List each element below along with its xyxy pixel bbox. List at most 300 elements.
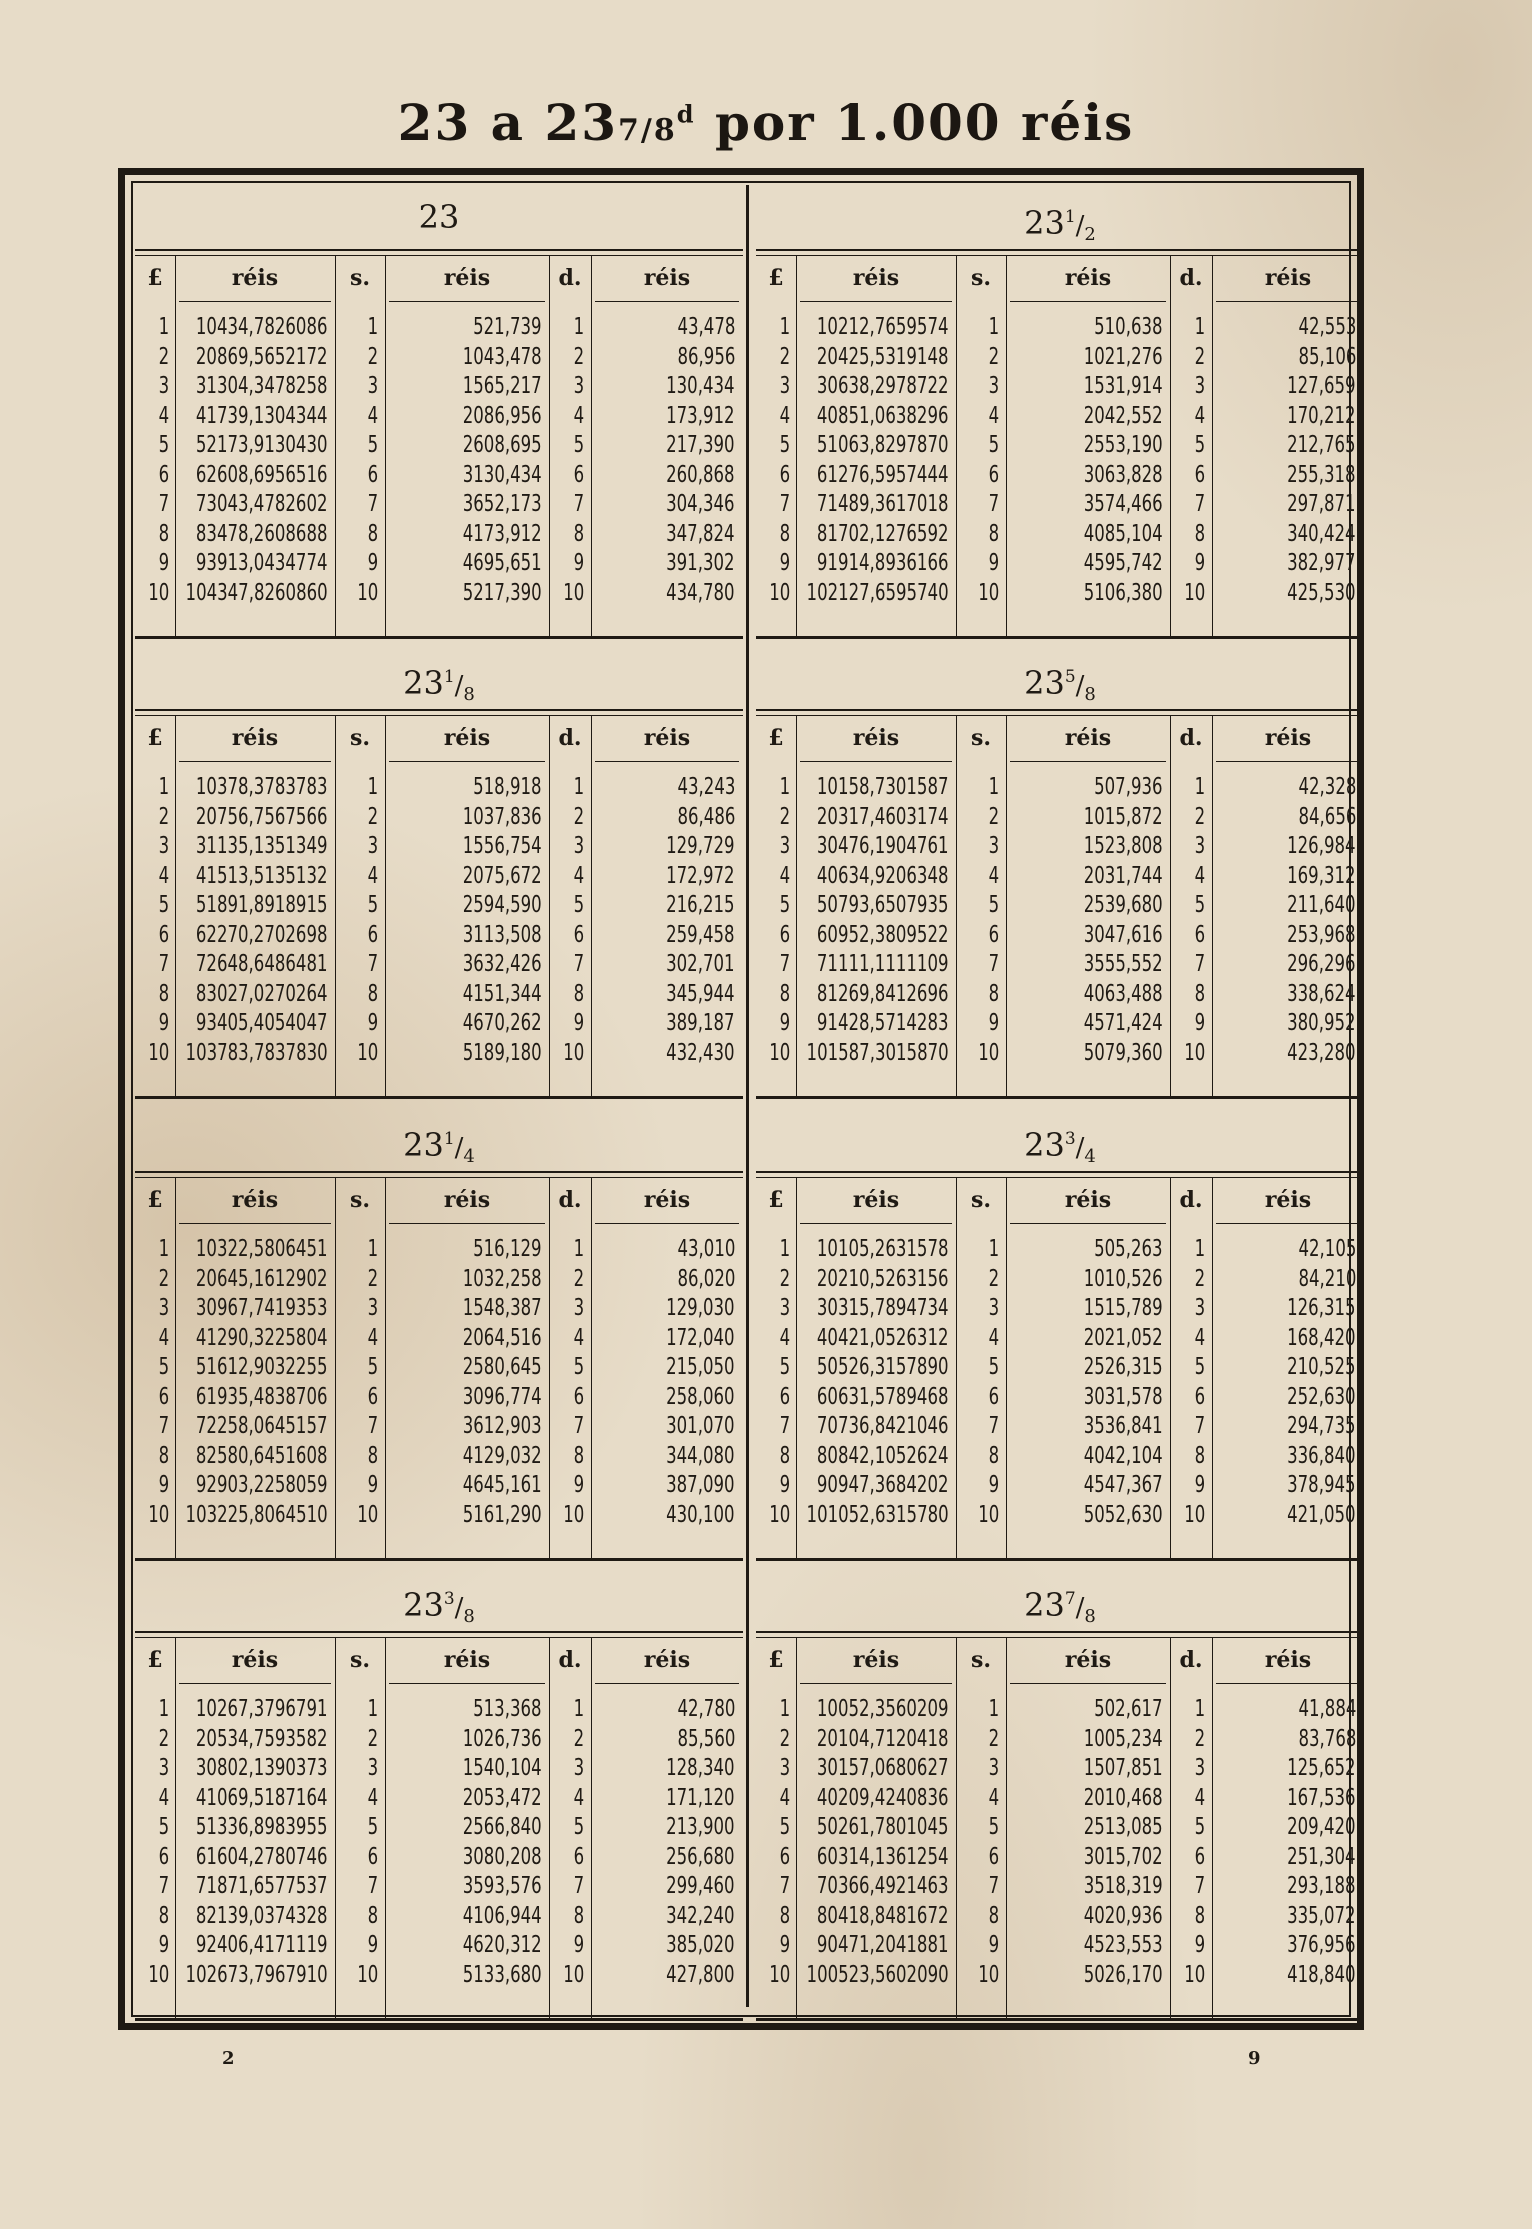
pence-col: 8 [1194, 980, 1205, 1007]
column-header: £ [147, 1647, 163, 1673]
pence-reis-col: 83,768 [1298, 1725, 1356, 1752]
pence-col: 6 [573, 1383, 584, 1410]
shilling-col: 1 [988, 314, 999, 340]
column-header: s. [970, 725, 992, 751]
pence-reis-col: 430,100 [666, 1501, 735, 1528]
column-headers [135, 1637, 743, 1682]
pence-reis-col: 258,060 [666, 1383, 735, 1410]
shilling-col: 6 [988, 1383, 999, 1410]
pence-reis-col: 43,478 [677, 314, 735, 340]
block-bottom-rule [135, 1096, 743, 1099]
pound-col: 1 [779, 774, 790, 800]
shilling-reis-col: 2021,052 [1084, 1324, 1163, 1351]
shilling-reis-col: 5217,390 [463, 579, 542, 606]
shilling-col: 5 [988, 892, 999, 918]
shilling-col: 1 [367, 774, 378, 800]
block-bottom-rule [135, 636, 743, 639]
table-row [135, 1471, 743, 1501]
column-header: d. [558, 725, 582, 751]
shilling-col: 5 [988, 432, 999, 458]
pence-col: 6 [1194, 1383, 1205, 1410]
shilling-col: 9 [367, 1010, 378, 1036]
table-row [756, 1501, 1364, 1531]
pence-reis-col: 378,945 [1287, 1472, 1356, 1498]
pound-reis-col: 60631,5789468 [817, 1383, 949, 1410]
table-row [135, 980, 743, 1010]
header-underline [595, 1223, 739, 1224]
pence-col: 9 [1194, 1472, 1205, 1498]
pound-reis-col: 91914,8936166 [817, 550, 949, 576]
pound-reis-col: 50526,3157890 [817, 1354, 949, 1380]
column-headers [135, 1177, 743, 1222]
table-body [756, 773, 1364, 1068]
shilling-reis-col: 3063,828 [1084, 461, 1163, 488]
header-underline [389, 301, 545, 302]
table-row [135, 1784, 743, 1814]
pence-col: 4 [573, 862, 584, 889]
shilling-reis-col: 2010,468 [1084, 1784, 1163, 1811]
pence-col: 6 [573, 1843, 584, 1870]
shilling-reis-col: 4645,161 [463, 1472, 542, 1498]
column-headers [756, 255, 1364, 300]
shilling-col: 10 [356, 1961, 378, 1988]
pound-col: 6 [779, 461, 790, 488]
column-header: s. [349, 1187, 371, 1213]
pence-reis-col: 212,765 [1287, 432, 1356, 458]
pound-reis-col: 30638,2978722 [817, 373, 949, 399]
pound-reis-col: 60314,1361254 [817, 1843, 949, 1870]
shilling-reis-col: 1043,478 [463, 343, 542, 370]
shilling-col: 3 [988, 1295, 999, 1321]
shilling-col: 4 [367, 1784, 378, 1811]
table-row [135, 1813, 743, 1843]
column-header: réis [231, 1647, 279, 1673]
pound-reis-col: 20645,1612902 [196, 1265, 328, 1292]
shilling-col: 1 [988, 774, 999, 800]
shilling-col: 5 [988, 1354, 999, 1380]
shilling-reis-col: 3574,466 [1084, 491, 1163, 517]
shilling-reis-col: 4523,553 [1084, 1932, 1163, 1958]
shilling-col: 1 [988, 1236, 999, 1262]
column-header: s. [349, 265, 371, 291]
column-header: réis [852, 1187, 900, 1213]
pence-reis-col: 213,900 [666, 1814, 735, 1840]
shilling-reis-col: 1021,276 [1084, 343, 1163, 370]
shilling-reis-col: 1037,836 [463, 803, 542, 830]
page-number: 9 [1248, 2048, 1261, 2069]
pound-col: 6 [158, 921, 169, 948]
pound-col: 3 [158, 373, 169, 399]
shilling-col: 3 [988, 373, 999, 399]
column-header: réis [231, 725, 279, 751]
pound-reis-col: 104347,8260860 [185, 579, 328, 606]
table-row [756, 1931, 1364, 1961]
pound-reis-col: 10158,7301587 [817, 774, 949, 800]
pound-col: 8 [779, 1902, 790, 1929]
shilling-reis-col: 4042,104 [1084, 1442, 1163, 1469]
table-row [135, 343, 743, 373]
shilling-reis-col: 5133,680 [463, 1961, 542, 1988]
pound-reis-col: 71111,1111109 [817, 951, 949, 977]
table-row [756, 372, 1364, 402]
table-block [135, 1567, 743, 2027]
block-rate-header [756, 185, 1364, 251]
table-row [135, 1383, 743, 1413]
column-header: £ [768, 1647, 784, 1673]
pence-reis-col: 425,530 [1287, 579, 1356, 606]
pence-col: 7 [573, 951, 584, 977]
pence-col: 3 [1194, 833, 1205, 859]
shilling-col: 7 [367, 1873, 378, 1899]
table-row [756, 1471, 1364, 1501]
shilling-reis-col: 2608,695 [463, 432, 542, 458]
pence-col: 6 [1194, 461, 1205, 488]
pence-reis-col: 127,659 [1287, 373, 1356, 399]
shilling-col: 8 [988, 980, 999, 1007]
pound-col: 3 [779, 1755, 790, 1781]
rate-fraction-numerator: 1 [1064, 207, 1076, 227]
pence-reis-col: 301,070 [666, 1413, 735, 1439]
shilling-reis-col: 3047,616 [1084, 921, 1163, 948]
pence-reis-col: 43,243 [677, 774, 735, 800]
shilling-col: 3 [367, 373, 378, 399]
pound-reis-col: 70366,4921463 [817, 1873, 949, 1899]
rate-fraction-denominator: 4 [1084, 1146, 1096, 1167]
pound-reis-col: 40851,0638296 [817, 402, 949, 429]
column-header: réis [443, 265, 491, 291]
shilling-col: 6 [367, 461, 378, 488]
pence-col: 1 [573, 314, 584, 340]
pence-reis-col: 421,050 [1287, 1501, 1356, 1528]
shilling-col: 5 [367, 432, 378, 458]
pence-reis-col: 387,090 [666, 1472, 735, 1498]
pound-reis-col: 30476,1904761 [817, 833, 949, 859]
pound-reis-col: 10105,2631578 [817, 1236, 949, 1262]
pound-col: 2 [779, 1265, 790, 1292]
pence-col: 7 [573, 1873, 584, 1899]
table-row [756, 1235, 1364, 1265]
shilling-col: 10 [977, 1039, 999, 1066]
shilling-col: 3 [988, 833, 999, 859]
shilling-col: 4 [988, 862, 999, 889]
column-header: s. [970, 1187, 992, 1213]
pound-reis-col: 62270,2702698 [196, 921, 328, 948]
pence-reis-col: 255,318 [1287, 461, 1356, 488]
pence-reis-col: 304,346 [666, 491, 735, 517]
pence-reis-col: 85,560 [677, 1725, 735, 1752]
shilling-reis-col: 4063,488 [1084, 980, 1163, 1007]
pence-reis-col: 41,884 [1298, 1696, 1356, 1722]
pence-col: 10 [1183, 579, 1205, 606]
shilling-col: 4 [367, 402, 378, 429]
shilling-reis-col: 4129,032 [463, 1442, 542, 1469]
shilling-reis-col: 1005,234 [1084, 1725, 1163, 1752]
pence-reis-col: 86,956 [677, 343, 735, 370]
column-headers [756, 1177, 1364, 1222]
rate-fraction-numerator: 3 [1064, 1129, 1076, 1149]
pence-col: 9 [573, 1010, 584, 1036]
shilling-col: 7 [988, 951, 999, 977]
pound-col: 1 [158, 774, 169, 800]
table-row [756, 1324, 1364, 1354]
shilling-reis-col: 502,617 [1094, 1696, 1163, 1722]
shilling-col: 3 [367, 1295, 378, 1321]
pence-reis-col: 130,434 [666, 373, 735, 399]
shilling-reis-col: 1032,258 [463, 1265, 542, 1292]
pound-reis-col: 90471,2041881 [817, 1932, 949, 1958]
table-row [135, 1294, 743, 1324]
shilling-col: 2 [367, 1265, 378, 1292]
table-row [756, 1725, 1364, 1755]
pence-reis-col: 391,302 [666, 550, 735, 576]
pound-reis-col: 20317,4603174 [817, 803, 949, 830]
pound-col: 2 [779, 343, 790, 370]
shilling-col: 4 [988, 1784, 999, 1811]
block-rate-header [135, 185, 743, 251]
shilling-reis-col: 3096,774 [463, 1383, 542, 1410]
column-header: d. [1179, 725, 1203, 751]
pound-col: 1 [158, 314, 169, 340]
pound-col: 9 [158, 1010, 169, 1036]
shilling-col: 7 [367, 1413, 378, 1439]
pence-col: 8 [1194, 520, 1205, 547]
shilling-reis-col: 4595,742 [1084, 550, 1163, 576]
pence-reis-col: 338,624 [1287, 980, 1356, 1007]
pence-col: 9 [573, 550, 584, 576]
table-row [756, 921, 1364, 951]
shilling-col: 2 [988, 1725, 999, 1752]
shilling-col: 10 [356, 1039, 378, 1066]
pound-col: 9 [158, 550, 169, 576]
table-row [756, 1784, 1364, 1814]
pound-reis-col: 81702,1276592 [817, 520, 949, 547]
shilling-col: 6 [988, 461, 999, 488]
pound-col: 8 [158, 1902, 169, 1929]
table-row [756, 980, 1364, 1010]
shilling-reis-col: 5026,170 [1084, 1961, 1163, 1988]
rate-fraction-denominator: 8 [1084, 684, 1096, 705]
shilling-reis-col: 2594,590 [463, 892, 542, 918]
pence-col: 5 [1194, 1354, 1205, 1380]
rate-fraction-denominator: 8 [1084, 1606, 1096, 1627]
column-header: d. [558, 265, 582, 291]
shilling-reis-col: 5161,290 [463, 1501, 542, 1528]
column-header: £ [147, 725, 163, 751]
shilling-col: 7 [367, 951, 378, 977]
pence-reis-col: 169,312 [1287, 862, 1356, 889]
fraction-slash: / [1075, 211, 1085, 241]
pound-reis-col: 30315,7894734 [817, 1295, 949, 1321]
pound-reis-col: 51336,8983955 [196, 1814, 328, 1840]
header-underline [595, 761, 739, 762]
pound-reis-col: 81269,8412696 [817, 980, 949, 1007]
pound-col: 4 [779, 862, 790, 889]
pound-reis-col: 60952,3809522 [817, 921, 949, 948]
table-row [135, 1902, 743, 1932]
pence-reis-col: 43,010 [677, 1236, 735, 1262]
pence-col: 2 [1194, 343, 1205, 370]
column-header: d. [1179, 1647, 1203, 1673]
pound-reis-col: 10267,3796791 [196, 1696, 328, 1722]
pence-reis-col: 335,072 [1287, 1902, 1356, 1929]
column-header: s. [970, 265, 992, 291]
pence-col: 3 [1194, 373, 1205, 399]
pound-col: 7 [158, 1873, 169, 1899]
pence-reis-col: 210,525 [1287, 1354, 1356, 1380]
pound-reis-col: 40634,9206348 [817, 862, 949, 889]
table-body [135, 773, 743, 1068]
shilling-reis-col: 4173,912 [463, 520, 542, 547]
pence-reis-col: 42,105 [1298, 1236, 1356, 1262]
shilling-col: 9 [988, 1010, 999, 1036]
table-row [756, 431, 1364, 461]
rate-fraction-denominator: 8 [463, 684, 475, 705]
pence-reis-col: 129,030 [666, 1295, 735, 1321]
column-headers [135, 715, 743, 760]
shilling-reis-col: 1026,736 [463, 1725, 542, 1752]
pence-reis-col: 344,080 [666, 1442, 735, 1469]
pence-reis-col: 296,296 [1287, 951, 1356, 977]
pound-reis-col: 20534,7593582 [196, 1725, 328, 1752]
pound-col: 10 [147, 1961, 169, 1988]
pound-reis-col: 41290,3225804 [196, 1324, 328, 1351]
table-row [135, 402, 743, 432]
shilling-col: 6 [367, 1843, 378, 1870]
pound-reis-col: 91428,5714283 [817, 1010, 949, 1036]
pence-col: 3 [1194, 1755, 1205, 1781]
shilling-col: 2 [367, 1725, 378, 1752]
title-superscript: d [676, 99, 696, 129]
table-row [756, 1265, 1364, 1295]
shilling-reis-col: 510,638 [1094, 314, 1163, 340]
pound-reis-col: 70736,8421046 [817, 1413, 949, 1439]
column-header: réis [643, 265, 691, 291]
shilling-reis-col: 4106,944 [463, 1902, 542, 1929]
table-row [756, 832, 1364, 862]
shilling-reis-col: 2539,680 [1084, 892, 1163, 918]
table-row [756, 520, 1364, 550]
shilling-col: 6 [367, 921, 378, 948]
shilling-reis-col: 2031,744 [1084, 862, 1163, 889]
table-row [135, 1039, 743, 1069]
pound-reis-col: 93913,0434774 [196, 550, 328, 576]
table-row [135, 579, 743, 609]
pence-col: 2 [573, 1265, 584, 1292]
pound-reis-col: 30802,1390373 [196, 1755, 328, 1781]
table-block [135, 185, 743, 645]
pence-col: 10 [562, 1961, 584, 1988]
pound-col: 2 [779, 1725, 790, 1752]
pence-reis-col: 297,871 [1287, 491, 1356, 517]
pence-reis-col: 173,912 [666, 402, 735, 429]
column-header: réis [443, 1187, 491, 1213]
pound-reis-col: 90947,3684202 [817, 1472, 949, 1498]
pence-reis-col: 128,340 [666, 1755, 735, 1781]
pound-col: 3 [779, 373, 790, 399]
shilling-col: 4 [367, 862, 378, 889]
shilling-reis-col: 4547,367 [1084, 1472, 1163, 1498]
table-row [135, 520, 743, 550]
pound-reis-col: 52173,9130430 [196, 432, 328, 458]
shilling-reis-col: 2580,645 [463, 1354, 542, 1380]
pence-reis-col: 382,977 [1287, 550, 1356, 576]
fraction-slash: / [1075, 1133, 1085, 1163]
table-block [756, 185, 1364, 645]
pence-reis-col: 418,840 [1287, 1961, 1356, 1988]
pound-col: 4 [779, 402, 790, 429]
column-header: réis [1264, 725, 1312, 751]
column-header: d. [558, 1647, 582, 1673]
pound-reis-col: 61276,5957444 [817, 461, 949, 488]
shilling-reis-col: 5106,380 [1084, 579, 1163, 606]
pence-reis-col: 126,984 [1287, 833, 1356, 859]
header-underline [179, 1223, 331, 1224]
pound-col: 10 [768, 579, 790, 606]
pound-reis-col: 20104,7120418 [817, 1725, 949, 1752]
table-row [135, 1961, 743, 1991]
pence-col: 2 [573, 343, 584, 370]
column-header: £ [147, 265, 163, 291]
block-rate-header [756, 1107, 1364, 1173]
table-row [756, 490, 1364, 520]
pound-col: 8 [158, 980, 169, 1007]
pence-col: 1 [1194, 1236, 1205, 1262]
shilling-reis-col: 4020,936 [1084, 1902, 1163, 1929]
pound-col: 7 [158, 1413, 169, 1439]
table-row [135, 313, 743, 343]
pence-col: 7 [573, 1413, 584, 1439]
rate-fraction-numerator: 1 [443, 1129, 455, 1149]
pence-col: 6 [573, 921, 584, 948]
pound-col: 9 [779, 1010, 790, 1036]
pound-reis-col: 10212,7659574 [817, 314, 949, 340]
pound-reis-col: 100523,5602090 [806, 1961, 949, 1988]
pence-reis-col: 170,212 [1287, 402, 1356, 429]
shilling-reis-col: 2513,085 [1084, 1814, 1163, 1840]
shilling-col: 1 [367, 1236, 378, 1262]
pence-col: 4 [573, 402, 584, 429]
header-underline [1216, 1683, 1360, 1684]
pence-col: 8 [573, 1902, 584, 1929]
pence-col: 2 [1194, 1725, 1205, 1752]
pound-col: 3 [158, 1755, 169, 1781]
pence-col: 1 [573, 1696, 584, 1722]
table-block [135, 645, 743, 1105]
pence-col: 1 [1194, 1696, 1205, 1722]
pound-reis-col: 71871,6577537 [196, 1873, 328, 1899]
shilling-col: 6 [988, 1843, 999, 1870]
header-underline [1010, 1683, 1166, 1684]
pound-col: 1 [779, 1696, 790, 1722]
pence-reis-col: 251,304 [1287, 1843, 1356, 1870]
pence-col: 10 [1183, 1961, 1205, 1988]
table-row [756, 1383, 1364, 1413]
pence-col: 5 [573, 1354, 584, 1380]
pence-col: 10 [562, 1501, 584, 1528]
pound-reis-col: 41739,1304344 [196, 402, 328, 429]
pence-col: 7 [1194, 1413, 1205, 1439]
pence-col: 1 [1194, 774, 1205, 800]
header-underline [1010, 301, 1166, 302]
table-row [135, 1265, 743, 1295]
table-row [135, 1725, 743, 1755]
pence-reis-col: 215,050 [666, 1354, 735, 1380]
table-row [135, 431, 743, 461]
header-underline [800, 1223, 952, 1224]
table-row [135, 832, 743, 862]
pound-reis-col: 62608,6956516 [196, 461, 328, 488]
pound-col: 9 [158, 1472, 169, 1498]
